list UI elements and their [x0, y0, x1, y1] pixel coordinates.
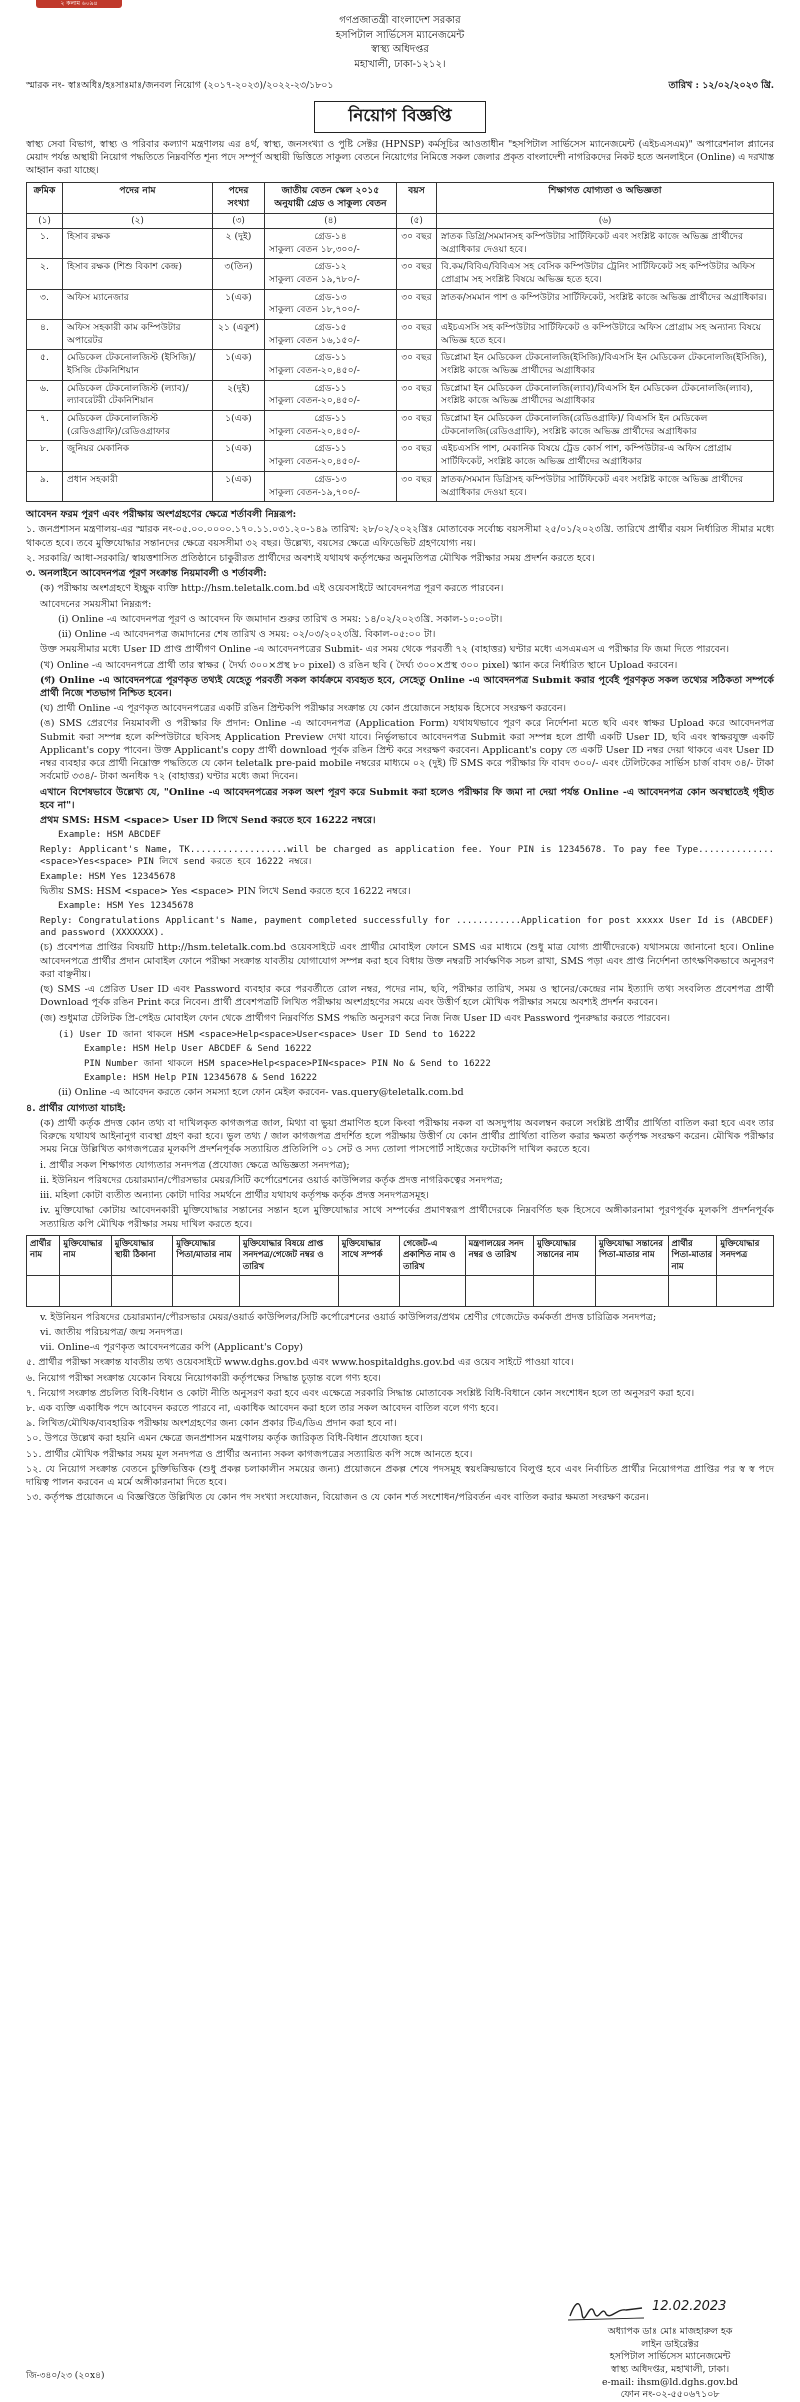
pay-text: সাকুল্য বেতন-১৯,৭০০/- [269, 486, 360, 498]
signatory-org: হসপিটাল সার্ভিসেস ম্যানেজমেন্ট [609, 2351, 731, 2363]
notice-date: তারিখ : ১২/০২/২০২৩ খ্রি. [668, 80, 774, 91]
condition-3-ka: (ক) পরীক্ষায় অংশগ্রহণে ইচ্ছুক ব্যক্তি http://hsm.teletalk.com.bd এই ওয়েবসাইটে আবেদনপত্র পূরণ করতে পারবেন। [40, 583, 504, 595]
post-serial: ৬. [27, 380, 63, 410]
post-count: ১(এক) [213, 350, 265, 380]
required-doc-4: iv. মুক্তিযোদ্ধা কোটায় আবেদনকারী মুক্তিযোদ্ধার সন্তানের সন্তান হলে মুক্তিযোদ্ধার সাথে সম্পর্কের প্রমাণস্বরূপ প্রার্থীদেরকে নিম্নবর্ণিত ছক হিসেবে অঙ্গীকারনামা পূরণপূর্বক মূলকপি প্রদর্শনপূর্বক সত্যায়িত কপি মৌখিক পরীক্ষার সময় দাখিল করতে হবে। [40, 1205, 774, 1230]
recover-pin-example: Example: HSM Help PIN 12345678 & Send 16222 [84, 1073, 317, 1084]
post-age: ৩০ বছর [397, 289, 437, 319]
application-end: (ii) Online -এ আবেদনপত্র জমাদানের শেষ তারিখ ও সময়: ০২/০৩/২০২৩খ্রি. বিকাল-০৫:০০ টা। [58, 629, 436, 641]
post-count: ৩(তিন) [213, 259, 265, 289]
pay-text: সাকুল্য বেতন ১৬,১৫০/- [269, 334, 360, 346]
doc-table-header-cell: মন্ত্রণালয়ের সনদ নম্বর ও তারিখ [465, 1235, 533, 1275]
post-serial: ৮. [27, 441, 63, 471]
required-doc-7: vii. Online-এ পূরণকৃত আবেদনপত্রের কপি (Applicant's Copy) [40, 1342, 303, 1354]
support-email: (ii) Online -এ আবেদন করতে কোন সমস্যা হলে ফোন মেইল করবেন- vas.query@teletalk.com.bd [58, 1087, 464, 1099]
post-name: মেডিকেল টেকনোলজিস্ট (ল্যাব)/ল্যাবরেটরী টেকনিশিয়ান [63, 380, 213, 410]
post-name: জুনিয়র মেকানিক [63, 441, 213, 471]
post-age: ৩০ বছর [397, 319, 437, 349]
recover-userid-example: Example: HSM Help User ABCDEF & Send 16222 [84, 1044, 312, 1055]
letterhead [26, 0, 774, 72]
condition-3-ga: (গ) Online -এ আবেদনপত্রে পূরণকৃত তথ্যই যেহেতু পরবর্তী সকল কার্যক্রমে ব্যবহৃত হবে, সেহেতু Online -এ আবেদনপত্র Submit করার পূর্বেই পূরণকৃত সকল তথ্যের সঠিকতা সম্পর্কে প্রার্থী নিজে শতভাগ নিশ্চিত হবেন। [40, 674, 774, 700]
general-5: ৫. প্রার্থীর পরীক্ষা সংক্রান্ত যাবতীয় তথ্য ওয়েবসাইটে www.dghs.gov.bd এবং www.hospitaldghs.gov.bd এর ওয়েব সাইটে পাওয়া যাবে। [26, 1357, 574, 1369]
gov-name: গণপ্রজাতন্ত্রী বাংলাদেশ সরকার [339, 15, 461, 26]
col-grade: জাতীয় বেতন স্কেল ২০১৫ অনুযায়ী গ্রেড ও সাকুল্য বেতন [265, 183, 397, 213]
recover-pin: PIN Number জানা থাকলে HSM space>Help<space>PIN<space> PIN No & Send to 16222 [84, 1058, 491, 1069]
signature-date: 12.02.2023 [652, 2299, 727, 2314]
freedom-fighter-table-empty-row [27, 1275, 774, 1306]
grade-text: গ্রেড-১৫ [314, 321, 347, 333]
handwritten-signature [560, 2296, 780, 2326]
signature-scribble-icon [566, 2294, 646, 2324]
pay-text: সাকুল্য বেতন ১৯,৭৮০/- [269, 273, 360, 285]
post-age: ৩০ বছর [397, 259, 437, 289]
general-8: ৮. এক ব্যক্তি একাধিক পদে আবেদন করতে পারবে না, একাধিক আবেদন করা হলে তার সকল আবেদন বাতিল বলে গণ্য হবে। [26, 1403, 499, 1414]
general-9: ৯. লিখিত/মৌখিক/ব্যবহারিক পরীক্ষায় অংশগ্রহণের জন্য কোন প্রকার টিএ/ডিএ প্রদান করা হবে না। [26, 1418, 397, 1430]
sms1-example-2: Example: HSM Yes 12345678 [40, 871, 176, 882]
col-post-count: পদের সংখ্যা [213, 183, 265, 213]
post-row [27, 441, 774, 471]
condition-3-heading: ৩. অনলাইনে আবেদনপত্র পূরণ সংক্রান্ত নিয়মাবলী ও শর্তাবলী: [26, 568, 267, 580]
doc-table-header-cell: মুক্তিযোদ্ধা সন্তানের পিতা-মাতার নাম [595, 1235, 668, 1275]
col-qualification: শিক্ষাগত যোগ্যতা ও অভিজ্ঞতা [437, 183, 774, 213]
sms2-label: দ্বিতীয় SMS: HSM <space> Yes <space> PIN লিখে Send করতে হবে 16222 নম্বরে। [40, 885, 411, 897]
post-count: ১(এক) [213, 411, 265, 441]
post-qualification: ডিপ্লোমা ইন মেডিকেল টেকনোলজি(ইসিজি)/বিএসসি ইন মেডিকেল টেকনোলজি(ইসিজি), সংশ্লিষ্ট কাজে অভিজ্ঞ প্রার্থীদের অগ্রাধিকার [437, 350, 774, 380]
posts-table-header [27, 183, 774, 213]
index-cell: (২) [63, 213, 213, 228]
doc-table-empty-cell [668, 1275, 717, 1306]
post-grade [265, 259, 397, 289]
memo-number: স্মারক নং- স্বাঃঅধিঃ/হঃসাঃমাঃ/জনবল নিয়োগ (২০১৭-২০২৩)/২০২২-২৩/১৮০১ [26, 80, 334, 91]
post-grade [265, 228, 397, 258]
doc-table-header-cell: প্রার্থীর নাম [27, 1235, 60, 1275]
doc-table-empty-cell [534, 1275, 596, 1306]
condition-3-ja: (জ) শুধুমাত্র টেলিটক প্রি-পেইড মোবাইল ফোন থেকে প্রার্থীগণ নিম্নবর্ণিত SMS পদ্ধতি অনুসরণ করে নিজ নিজ User ID এবং Password পুনরুদ্ধার করতে পারবেন। [40, 1012, 671, 1024]
post-row [27, 380, 774, 410]
post-name: মেডিকেল টেকনোলজিস্ট (ইসিজি)/ইসিজি টেকনিশিয়ান [63, 350, 213, 380]
post-name: মেডিকেল টেকনোলজিস্ট (রেডিওগ্রাফি)/রেডিওগ্রাফার [63, 411, 213, 441]
grade-text: গ্রেড-১২ [314, 261, 347, 273]
doc-table-empty-cell [111, 1275, 172, 1306]
doc-table-empty-cell [173, 1275, 240, 1306]
post-grade [265, 350, 397, 380]
application-start: (i) Online -এ আবেদনপত্র পূরণ ও আবেদন ফি জমাদান শুরুর তারিখ ও সময়: ১৪/০২/২০২৩খ্রি. সকাল-১০:০০টা। [58, 613, 503, 625]
post-row [27, 411, 774, 441]
post-count: ১(এক) [213, 471, 265, 501]
doc-table-header-cell: মুক্তিযোদ্ধার স্থায়ী ঠিকানা [111, 1235, 172, 1275]
index-cell: (৪) [265, 213, 397, 228]
freedom-fighter-table [26, 1235, 774, 1307]
post-serial: ২. [27, 259, 63, 289]
post-grade [265, 289, 397, 319]
signatory-dept: স্বাস্থ্য অধিদপ্তর, মহাখালী, ঢাকা। [610, 2364, 730, 2376]
post-name: হিসাব রক্ষক [63, 228, 213, 258]
col-serial: ক্রমিক [27, 183, 63, 213]
post-grade [265, 471, 397, 501]
signature-block [560, 2296, 780, 2402]
grade-text: গ্রেড-১১ [314, 352, 347, 364]
required-doc-5: v. ইউনিয়ন পরিষদের চেয়ারম্যান/পৌরসভার মেয়র/ওয়ার্ড কাউন্সিলর/সিটি কর্পোরেশনের ওয়ার্ড কাউন্সিলর/প্রথম শ্রেণীর গেজেটেড কর্মকর্তা প্রদত্ত চারিত্রিক সনদপত্র; [40, 1311, 657, 1323]
post-age: ৩০ বছর [397, 228, 437, 258]
post-row [27, 319, 774, 349]
post-serial: ৭. [27, 411, 63, 441]
doc-table-empty-cell [400, 1275, 465, 1306]
grade-text: গ্রেড-১৩ [314, 473, 347, 485]
doc-table-empty-cell [595, 1275, 668, 1306]
notice-title: নিয়োগ বিজ্ঞপ্তি [314, 101, 486, 133]
condition-4-heading: ৪. প্রার্থীর যোগ্যতা যাচাই: [26, 1102, 126, 1114]
sms2-example: Example: HSM Yes 12345678 [58, 901, 194, 912]
condition-3-kha: (খ) Online -এ আবেদনপত্রে প্রার্থী তার স্বাক্ষর ( দৈর্ঘ্য ৩০০×প্রস্থ ৮০ pixel) ও রঙিন ছবি ( দৈর্ঘ্য ৩০০×প্রস্থ ৩০০ pixel) স্ক্যান করে নির্ধারিত স্থানে Upload করবেন। [40, 659, 678, 671]
post-age: ৩০ বছর [397, 411, 437, 441]
grade-text: গ্রেড-১১ [314, 413, 347, 425]
required-doc-6: vi. জাতীয় পরিচয়পত্র/ জন্ম সনদপত্র। [40, 1326, 183, 1338]
freedom-fighter-table-header [27, 1235, 774, 1275]
post-row [27, 350, 774, 380]
condition-4-ka: (ক) প্রার্থী কর্তৃক প্রদত্ত কোন তথ্য বা দাখিলকৃত কাগজপত্র জাল, মিথ্যা বা ভুয়া প্রমাণিত হলে কিংবা পরীক্ষায় নকল বা অসদুপায় অবলম্বন করলে সংশ্লিষ্ট প্রার্থীর প্রার্থিতা বাতিল করা হবে এবং তার বিরুদ্ধে যথাযথ আইনানুগ ব্যবস্থা গ্রহণ করা হবে। ভুল তথ্য / জাল কাগজপত্র প্রদর্শিত হলে পরীক্ষায় উত্তীর্ণ যে কোন প্রার্থীর প্রার্থিতা বাতিল করার ক্ষমতা কর্তৃপক্ষ সংরক্ষণ করেন। মৌখিক পরীক্ষার সময় নিম্নে উল্লিখিত কাগজপত্রের মূলকপি প্রদর্শনপূর্বক সত্যায়িত প্রতিলিপি ০১ সেট ও সদ্য তোলা পাসপোর্ট সাইজের ফটোকপি দাখিল করতে হবে। [40, 1117, 774, 1156]
index-cell: (৬) [437, 213, 774, 228]
condition-3-cha: (চ) প্রবেশপত্র প্রাপ্তির বিষয়টি http://hsm.teletalk.com.bd ওয়েবসাইটে এবং প্রার্থীর মোবাইল ফোনে SMS এর মাধ্যমে (শুধু মাত্র যোগ্য প্রার্থীদেরকে) যথাসময়ে জানানো হবে। Online আবেদনপত্রে প্রার্থীর প্রদান মোবাইল ফোনে পরীক্ষা সংক্রান্ত যাবতীয় যোগাযোগ সম্পন্ন করা হবে বিধায় উক্ত নম্বরটি সার্বক্ষণিক সচল রাখা, SMS পড়া এবং প্রাপ্ত নির্দেশনা তাৎক্ষণিকভাবে অনুসরণ করা বাঞ্ছনীয়। [40, 942, 774, 980]
grade-text: গ্রেড-১৩ [314, 291, 347, 303]
index-cell: (৩) [213, 213, 265, 228]
doc-table-header-cell: মুক্তিযোদ্ধার বিষয়ে প্রাপ্ত সনদপত্র/গেজেট নম্বর ও তারিখ [239, 1235, 338, 1275]
sms1-reply: Reply: Applicant's Name, TK..................will be charged as application fee. Your PIN is 12345678. To pay fee Type..............<space>Yes<space> PIN লিখে send করতে হবে 16222 নম্বরে। [40, 844, 774, 868]
post-qualification: স্নাতক/সমমান পাশ ও কম্পিউটার সার্টিফিকেট, সংশ্লিষ্ট কাজে অভিজ্ঞ প্রার্থীদের অগ্রাধিকার। [437, 289, 774, 319]
pay-text: সাকুল্য বেতন-২০,৪৫০/- [269, 425, 360, 437]
doc-table-header-cell: মুক্তিযোদ্ধার নাম [60, 1235, 111, 1275]
post-count: ২ (দুই) [213, 228, 265, 258]
doc-table-header-cell: মুক্তিযোদ্ধার পিতা/মাতার নাম [173, 1235, 240, 1275]
doc-table-header-cell: মুক্তিযোদ্ধার সনদপত্র [717, 1235, 774, 1275]
general-12: ১২. যে নিয়োগ সংক্রান্ত বেতনে চুক্তিভিত্তিক (শুধু প্রকল্প চলাকালীন সময়ের জন্য) প্রয়োজনে প্রকল্প শেষে পদসমূহ স্বয়ংক্রিয়ভাবে বিলুপ্ত হবে এবং নির্বাচিত প্রার্থীর নিয়োগপত্র প্রাপ্তির পর স্ব স্ব পদে দায়িত্ব পালন করবেন এ মর্মে অঙ্গীকারনামা দিতে হবে। [26, 1463, 774, 1489]
sms1-label: প্রথম SMS: HSM <space> User ID লিখে Send করতে হবে 16222 নম্বরে। [40, 815, 376, 827]
index-cell: (৫) [397, 213, 437, 228]
doc-table-empty-cell [239, 1275, 338, 1306]
post-row [27, 259, 774, 289]
directorate-name: স্বাস্থ্য অধিদপ্তর [371, 44, 429, 55]
col-post-name: পদের নাম [63, 183, 213, 213]
post-count: ১(এক) [213, 289, 265, 319]
general-13: ১৩. কর্তৃপক্ষ প্রয়োজনে এ বিজ্ঞপ্তিতে উল্লিখিত যে কোন পদ সংখ্যা সংযোজন, বিয়োজন ও যে কোন শর্ত সংশোধন/পরিবর্তন এবং বাতিল করার ক্ষমতা সংরক্ষণ করেন। [26, 1492, 649, 1504]
required-doc-2: ii. ইউনিয়ন পরিষদের চেয়ারম্যান/পৌরসভার মেয়র/সিটি কর্পোরেশনের ওয়ার্ড কাউন্সিলর কর্তৃক প্রদত্ত নাগরিকত্বের সনদপত্র; [40, 1174, 503, 1186]
pay-text: সাকুল্য বেতন-২০,৪৫০/- [269, 395, 360, 407]
doc-table-empty-cell [717, 1275, 774, 1306]
post-qualification: স্নাতক/সমমান ডিগ্রিসহ কম্পিউটার সার্টিফিকেট এবং সংশ্লিষ্ট কাজে অভিজ্ঞ প্রার্থীদের অগ্রাধিকার দেওয়া হবে। [437, 471, 774, 501]
post-serial: ৯. [27, 471, 63, 501]
post-qualification: এইচএসসি পাশ, মেকানিক বিষয়ে ট্রেড কোর্স পাশ, কম্পিউটার-এ অফিস প্রোগ্রাম সার্টিফিকেট, সংশ্লিষ্ট কাজে অভিজ্ঞ প্রার্থীদের অগ্রাধিকার [437, 441, 774, 471]
footer-code: জি-৩৪০/২৩ (২০x৪) [26, 2371, 105, 2381]
general-10: ১০. উপরে উল্লেখ করা হয়নি এমন ক্ষেত্রে জনপ্রশাসন মন্ত্রণালয় কর্তৃক জারিকৃত বিধি-বিধান প্রযোজ্য হবে। [26, 1433, 423, 1445]
doc-table-header-cell: প্রার্থীর পিতা-মাতার নাম [668, 1235, 717, 1275]
post-grade [265, 441, 397, 471]
general-7: ৭. নিয়োগ সংক্রান্ত প্রচলিত বিধি-বিধান ও কোটা নীতি অনুসরণ করা হবে এবং এক্ষেত্রে সরকারি সিদ্ধান্ত মোতাবেক সংশ্লিষ্ট বিধি-বিধানে কোন সংশোধন হলে তা অনুসরণ করা হবে। [26, 1387, 695, 1399]
pay-text: সাকুল্য বেতন-২০,৪৫০/- [269, 365, 360, 377]
sms2-reply: Reply: Congratulations Applicant's Name, payment completed successfully for ............Application for post xxxxx User Id is (ABCDEF) and password (XXXXXXX). [40, 915, 774, 939]
doc-table-header-cell: গেজেট-এ প্রকাশিত নাম ও তারিখ [400, 1235, 465, 1275]
doc-table-empty-cell [338, 1275, 399, 1306]
post-qualification: বি.কম/বিবিএ/বিবিএস সহ বেসিক কম্পিউটার ট্রেনিং সার্টিফিকেট সহ কম্পিউটার অফিস প্রোগ্রাম সহ সংশ্লিষ্ট বিষয়ে অভিজ্ঞ হতে হবে। [437, 259, 774, 289]
required-doc-1: i. প্রার্থীর সকল শিক্ষাগত যোগ্যতার সনদপত্র (প্রযোজ্য ক্ষেত্রে অভিজ্ঞতা সনদপত্র); [40, 1159, 350, 1171]
posts-table [26, 182, 774, 502]
conditions-heading: আবেদন ফরম পূরণ এবং পরীক্ষায় অংশগ্রহণের ক্ষেত্রে শর্তাবলী নিম্নরূপ: [26, 509, 297, 521]
required-doc-3: iii. মহিলা কোটা ব্যতীত অন্যান্য কোটা দাবির সমর্থনে প্রার্থীর যথাযথ কর্তৃপক্ষ কর্তৃক প্রদত্ত সনদপত্রসমূহ। [40, 1190, 429, 1202]
signatory-designation: লাইন ডাইরেক্টর [641, 2338, 699, 2350]
corner-tab: ২ কলাম ৬০৯৪ [36, 0, 122, 8]
recover-userid: (i) User ID জানা থাকলে HSM <space>Help<space>User<space> User ID Send to 16222 [58, 1029, 476, 1040]
doc-table-empty-cell [465, 1275, 533, 1306]
posts-index-row [27, 213, 774, 228]
condition-3-chha: (ছ) SMS -এ প্রেরিত User ID এবং Password ব্যবহার করে পরবর্তীতে রোল নম্বর, পদের নাম, ছবি, পরীক্ষার তারিখ, সময় ও স্থানের/কেন্দ্রের নাম ইত্যাদি তথ্য সংবলিত প্রবেশপত্র প্রার্থী Download পূর্বক রঙিন Print করে নিবেন। প্রার্থী প্রবেশপত্রটি লিখিত পরীক্ষায় অংশগ্রহণের সময়ে এবং উত্তীর্ণ হলে মৌখিক পরীক্ষার সময়ে অবশ্যই প্রদর্শন করবেন। [40, 984, 774, 1009]
office-name: হসপিটাল সার্ভিসেস ম্যানেজমেন্ট [335, 29, 465, 41]
fee-warning: এখানে বিশেষভাবে উল্লেখ্য যে, "Online -এ আবেদনপত্রের সকল অংশ পূরণ করে Submit করা হলেও পরীক্ষার ফি জমা না দেয়া পর্যন্ত Online -এ আবেদনপত্র কোন অবস্থাতেই গৃহীত হবে না"। [40, 786, 774, 811]
grade-text: গ্রেড-১৪ [314, 230, 347, 242]
signatory-email: e-mail: ihsm@ld.dghs.gov.bd [601, 2376, 739, 2388]
application-period-heading: আবেদনের সময়সীমা নিম্নরূপ: [40, 598, 152, 610]
post-age: ৩০ বছর [397, 380, 437, 410]
condition-1: ১. জনপ্রশাসন মন্ত্রণালয়-এর স্মারক নং-০৫.০০.০০০০.১৭০.১১.০৩১.২০-১৪৯ তারিখ: ২৮/০২/২০২২খ্রিঃ মোতাবেক সর্বোচ্চ বয়সসীমা ২৫/০১/২০২৩খ্রি. তারিখে প্রার্থীর বয়স নির্ধারিত সীমার মধ্যে থাকতে হবে। তবে মুক্তিযোদ্ধার সন্তানদের ক্ষেত্রে বয়সসীমা ৩২ বছর। উল্লেখ্য, বয়সের ক্ষেত্রে এফিডেভিট গ্রহণযোগ্য নয়। [26, 524, 774, 549]
doc-table-empty-cell [27, 1275, 60, 1306]
post-serial: ৩. [27, 289, 63, 319]
post-serial: ৪. [27, 319, 63, 349]
post-count: ২১ (একুশ) [213, 319, 265, 349]
intro-paragraph: স্বাস্থ্য সেবা বিভাগ, স্বাস্থ্য ও পরিবার কল্যাণ মন্ত্রণালয় এর ৪র্থ, স্বাস্থ্য, জনসংখ্যা ও পুষ্টি সেক্টর (HPNSP) কর্মসূচির আওতাধীন "হসপিটাল সার্ভিসেস ম্যানেজমেন্ট (এইচএসএম)" অপারেশনাল প্ল্যানের মেয়াদ পর্যন্ত অস্থায়ী নিয়োগ পদ্ধতিতে নিম্নবর্ণিত শূন্য পদে সম্পূর্ণ অস্থায়ী ভিত্তিতে সাকুল্য বেতনে নিয়োগের নিমিত্তে সকল জেলার প্রকৃত বাংলাদেশী নাগরিকদের নিকট হতে অনলাইনে (Online) এ দরখাস্ত আহ্বান করা যাচ্ছে। [26, 139, 774, 177]
signatory-phone: ফোন নং-০২-৫৫০৬৭১০৮ [620, 2389, 720, 2401]
post-qualification: এইচএসসি সহ কম্পিউটার সার্টিফিকেট ও কম্পিউটারে অফিস প্রোগ্রাম সহ অন্যান্য বিষয়ে অভিজ্ঞ হতে হবে। [437, 319, 774, 349]
post-row [27, 471, 774, 501]
condition-3-umo: (ঙ) SMS প্রেরণের নিয়মাবলী ও পরীক্ষার ফি প্রদান: Online -এ আবেদনপত্র (Application Form) যথাযথভাবে পূরণ করে নির্দেশনা মতে ছবি এবং স্বাক্ষর Upload করে আবেদনপত্র Submit করা সম্পন্ন হলে কম্পিউটারে ছবিসহ Application Preview দেখা যাবে। নির্ভুলভাবে আবেদনপত্র Submit করা সম্পন্ন হলে প্রার্থী একটি User ID, ছবি এবং স্বাক্ষরযুক্ত একটি Applicant's copy পাবেন। উক্ত Applicant's copy প্রার্থী download পূর্বক রঙিন প্রিন্ট করে সংরক্ষণ করবেন। Applicant's copy তে একটি User ID নম্বর দেয়া থাকবে এবং User ID নম্বর ব্যবহার করে প্রার্থী নিম্নোক্ত পদ্ধতিতে যে কোন teletalk pre-paid mobile নম্বরের মাধ্যমে ০২ (দুই) টি SMS করে পরীক্ষার ফি বাবদ ৩০০/- এবং টেলিটকের সার্ভিস চার্জ বাবদ ৩৪/- টাকা সর্বমোট ৩৩৪/- টাকা অনধিক ৭২ (বাহাত্তর) ঘণ্টার মধ্যে জমা দিবেন। [40, 718, 774, 783]
condition-3-gha: (ঘ) প্রার্থী Online -এ পূরণকৃত আবেদনপত্রের একটি রঙিন প্রিন্টকপি পরীক্ষার সংক্রান্ত যে কোন প্রয়োজনে সহায়ক হিসেবে সংরক্ষণ করবেন। [40, 703, 567, 715]
post-age: ৩০ বছর [397, 350, 437, 380]
index-cell: (১) [27, 213, 63, 228]
post-serial: ১. [27, 228, 63, 258]
post-qualification: ডিপ্লোমা ইন মেডিকেল টেকনোলজি(রেডিওগ্রাফি)/ বিএসসি ইন মেডিকেল টেকনোলজি(রেডিওগ্রাফি), সংশ্লিষ্ট কাজে অভিজ্ঞ প্রার্থীদের অগ্রাধিকার [437, 411, 774, 441]
general-6: ৬. নিয়োগ পরীক্ষা সংক্রান্ত যেকোন বিষয়ে নিয়োগকারী কর্তৃপক্ষের সিদ্ধান্ত চূড়ান্ত বলে গণ্য হবে। [26, 1372, 381, 1384]
grade-text: গ্রেড-১১ [314, 443, 347, 455]
pay-text: সাকুল্য বেতন-২০,৪৫০/- [269, 456, 360, 468]
col-age: বয়স [397, 183, 437, 213]
pay-text: সাকুল্য বেতন ১৮,৭০০/- [269, 304, 360, 316]
fee-deadline-note: উক্ত সময়সীমার মধ্যে User ID প্রাপ্ত প্রার্থীগণ Online -এ আবেদনপত্রের Submit- এর সময় থেকে পরবর্তী ৭২ (বাহাত্তর) ঘণ্টার মধ্যে এসএমএস এ পরীক্ষার ফি জমা দিতে পারবেন। [40, 644, 730, 656]
doc-table-header-cell: মুক্তিযোদ্ধার সাথে সম্পর্ক [338, 1235, 399, 1275]
post-grade [265, 411, 397, 441]
condition-2: ২. সরকারি/ আধা-সরকারি/ স্বায়ত্তশাসিত প্রতিষ্ঠানে চাকুরীরত প্রার্থীদের অবশ্যই যথাযথ কর্তৃপক্ষের অনুমতিপত্র মৌখিক পরীক্ষার সময় প্রদর্শন করতে হবে। [26, 552, 595, 564]
general-11: ১১. প্রার্থীর মৌখিক পরীক্ষার সময় মূল সনদপত্র ও প্রার্থীর অন্যান্য সকল কাগজপত্রের সত্যায়িত কপি সঙ্গে আনতে হবে। [26, 1448, 473, 1460]
post-serial: ৫. [27, 350, 63, 380]
pay-text: সাকুল্য বেতন ১৮,৩০০/- [269, 243, 360, 255]
post-count: ১(এক) [213, 441, 265, 471]
post-grade [265, 319, 397, 349]
signatory-name: অধ্যাপক ডাঃ মোঃ মাজহারুল হক [607, 2326, 733, 2337]
address: মহাখালী, ঢাকা-১২১২। [354, 58, 446, 70]
post-qualification: ডিপ্লোমা ইন মেডিকেল টেকনোলজি(ল্যাব)/বিএসসি ইন মেডিকেল টেকনোলজি(ল্যাব), সংশ্লিষ্ট কাজে অভিজ্ঞ প্রার্থীদের অগ্রাধিকার [437, 380, 774, 410]
post-name: অফিস ম্যানেজার [63, 289, 213, 319]
post-grade [265, 380, 397, 410]
post-row [27, 289, 774, 319]
post-count: ২(দুই) [213, 380, 265, 410]
post-age: ৩০ বছর [397, 441, 437, 471]
doc-table-empty-cell [60, 1275, 111, 1306]
post-row [27, 228, 774, 258]
post-name: প্রধান সহকারী [63, 471, 213, 501]
grade-text: গ্রেড-১১ [314, 382, 347, 394]
doc-table-header-cell: মুক্তিযোদ্ধার সন্তানের নাম [534, 1235, 596, 1275]
post-qualification: স্নাতক ডিগ্রি/সমমানসহ কম্পিউটার সার্টিফিকেট এবং সংশ্লিষ্ট কাজে অভিজ্ঞ প্রার্থীদের অগ্রাধিকার দেওয়া হবে। [437, 228, 774, 258]
reference-line [26, 80, 774, 93]
post-name: অফিস সহকারী কাম কম্পিউটার অপারেটর [63, 319, 213, 349]
sms1-example: Example: HSM ABCDEF [58, 830, 161, 841]
post-age: ৩০ বছর [397, 471, 437, 501]
post-name: হিসাব রক্ষক (শিশু বিকাশ কেন্দ্র) [63, 259, 213, 289]
